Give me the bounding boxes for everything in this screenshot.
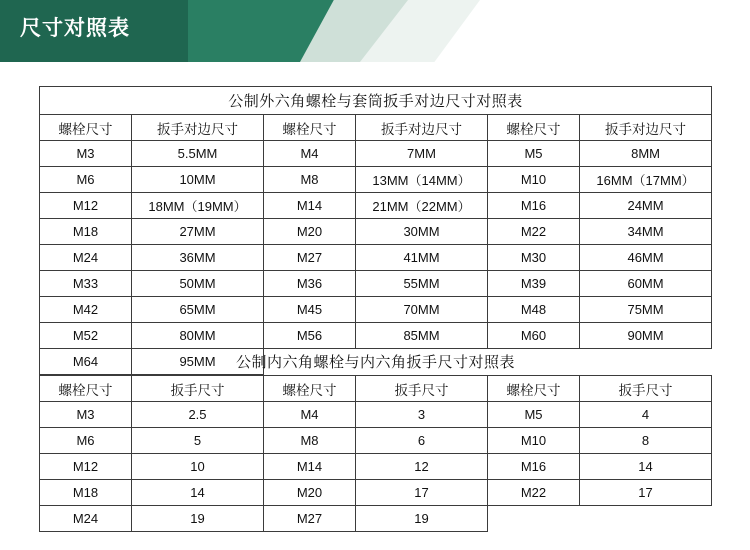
cell: M8: [264, 167, 356, 193]
cell: 2.5: [132, 402, 264, 428]
cell: M5: [488, 141, 580, 167]
column-header: 螺栓尺寸: [264, 376, 356, 402]
cell: 60MM: [580, 271, 712, 297]
cell: M8: [264, 428, 356, 454]
table-row: [40, 271, 712, 297]
metric-socket-head-bolt-allen-key-table-wrap: [39, 348, 711, 532]
table-header-row: [40, 376, 712, 402]
cell: 24MM: [580, 193, 712, 219]
cell: M60: [488, 323, 580, 349]
page-title: 尺寸对照表: [20, 17, 130, 40]
cell: 75MM: [580, 297, 712, 323]
column-header: 扳手尺寸: [580, 376, 712, 402]
table-title-row: [40, 348, 712, 376]
cell: 10MM: [132, 167, 264, 193]
cell: M20: [264, 219, 356, 245]
column-header: 扳手对边尺寸: [132, 115, 264, 141]
table-header-row: [40, 115, 712, 141]
table-row: [40, 480, 712, 506]
table-title: 公制外六角螺栓与套筒扳手对边尺寸对照表: [40, 87, 712, 115]
cell: 14: [580, 454, 712, 480]
column-header: 扳手尺寸: [132, 376, 264, 402]
cell: 90MM: [580, 323, 712, 349]
cell: M4: [264, 141, 356, 167]
cell: 5.5MM: [132, 141, 264, 167]
cell: 55MM: [356, 271, 488, 297]
cell: 46MM: [580, 245, 712, 271]
cell: 17: [356, 480, 488, 506]
cell: 19: [132, 506, 264, 532]
cell: M5: [488, 402, 580, 428]
column-header: 螺栓尺寸: [40, 115, 132, 141]
table-title-row: [40, 87, 712, 115]
table-row: [40, 245, 712, 271]
cell: 80MM: [132, 323, 264, 349]
cell: 70MM: [356, 297, 488, 323]
table-row: [40, 193, 712, 219]
metric-socket-head-bolt-allen-key-table: [39, 348, 712, 532]
cell: 13MM（14MM）: [356, 167, 488, 193]
cell: 8: [580, 428, 712, 454]
cell: M36: [264, 271, 356, 297]
cell: 4: [580, 402, 712, 428]
cell: 14: [132, 480, 264, 506]
table-row: [40, 297, 712, 323]
cell: 7MM: [356, 141, 488, 167]
page-banner: [0, 0, 750, 62]
cell-empty: [580, 506, 712, 532]
cell: M14: [264, 193, 356, 219]
cell: 30MM: [356, 219, 488, 245]
cell: 8MM: [580, 141, 712, 167]
cell: M22: [488, 480, 580, 506]
table-row: [40, 167, 712, 193]
table-row: [40, 506, 712, 532]
cell: 36MM: [132, 245, 264, 271]
cell: M3: [40, 141, 132, 167]
cell: 27MM: [132, 219, 264, 245]
cell: 5: [132, 428, 264, 454]
cell: M6: [40, 167, 132, 193]
cell: 34MM: [580, 219, 712, 245]
cell: M18: [40, 480, 132, 506]
cell: 16MM（17MM）: [580, 167, 712, 193]
cell: M33: [40, 271, 132, 297]
cell: M42: [40, 297, 132, 323]
cell: M24: [40, 245, 132, 271]
cell: 12: [356, 454, 488, 480]
column-header: 螺栓尺寸: [488, 115, 580, 141]
cell: M39: [488, 271, 580, 297]
cell: 41MM: [356, 245, 488, 271]
table-row: [40, 219, 712, 245]
cell: 17: [580, 480, 712, 506]
cell: M6: [40, 428, 132, 454]
cell: M16: [488, 454, 580, 480]
cell: 95MM: [132, 349, 264, 375]
table-row: [40, 402, 712, 428]
cell: M10: [488, 167, 580, 193]
table-row: [40, 323, 712, 349]
column-header: 扳手对边尺寸: [580, 115, 712, 141]
table-title: 公制内六角螺栓与内六角扳手尺寸对照表: [236, 354, 516, 371]
column-header: 螺栓尺寸: [40, 376, 132, 402]
cell: M27: [264, 506, 356, 532]
cell: 3: [356, 402, 488, 428]
column-header: 螺栓尺寸: [488, 376, 580, 402]
cell: 65MM: [132, 297, 264, 323]
metric-hex-bolt-socket-wrench-table: [39, 86, 712, 375]
cell: M27: [264, 245, 356, 271]
cell: M56: [264, 323, 356, 349]
cell: M18: [40, 219, 132, 245]
table-row: [40, 428, 712, 454]
table-row: [40, 454, 712, 480]
cell: M22: [488, 219, 580, 245]
cell: M64: [40, 349, 132, 375]
cell: M45: [264, 297, 356, 323]
cell: 21MM（22MM）: [356, 193, 488, 219]
cell: M10: [488, 428, 580, 454]
cell: M12: [40, 454, 132, 480]
cell: 6: [356, 428, 488, 454]
column-header: 扳手对边尺寸: [356, 115, 488, 141]
cell: M20: [264, 480, 356, 506]
cell: 50MM: [132, 271, 264, 297]
cell: M3: [40, 402, 132, 428]
column-header: 螺栓尺寸: [264, 115, 356, 141]
cell: M4: [264, 402, 356, 428]
cell: 85MM: [356, 323, 488, 349]
metric-hex-bolt-socket-wrench-table-wrap: [39, 86, 711, 375]
cell: M12: [40, 193, 132, 219]
column-header: 扳手尺寸: [356, 376, 488, 402]
cell: M30: [488, 245, 580, 271]
cell: M16: [488, 193, 580, 219]
table-row: [40, 141, 712, 167]
cell: 10: [132, 454, 264, 480]
cell-empty: [488, 506, 580, 532]
cell: M14: [264, 454, 356, 480]
cell: 18MM（19MM）: [132, 193, 264, 219]
cell: M24: [40, 506, 132, 532]
cell: 19: [356, 506, 488, 532]
cell: M52: [40, 323, 132, 349]
cell: M48: [488, 297, 580, 323]
